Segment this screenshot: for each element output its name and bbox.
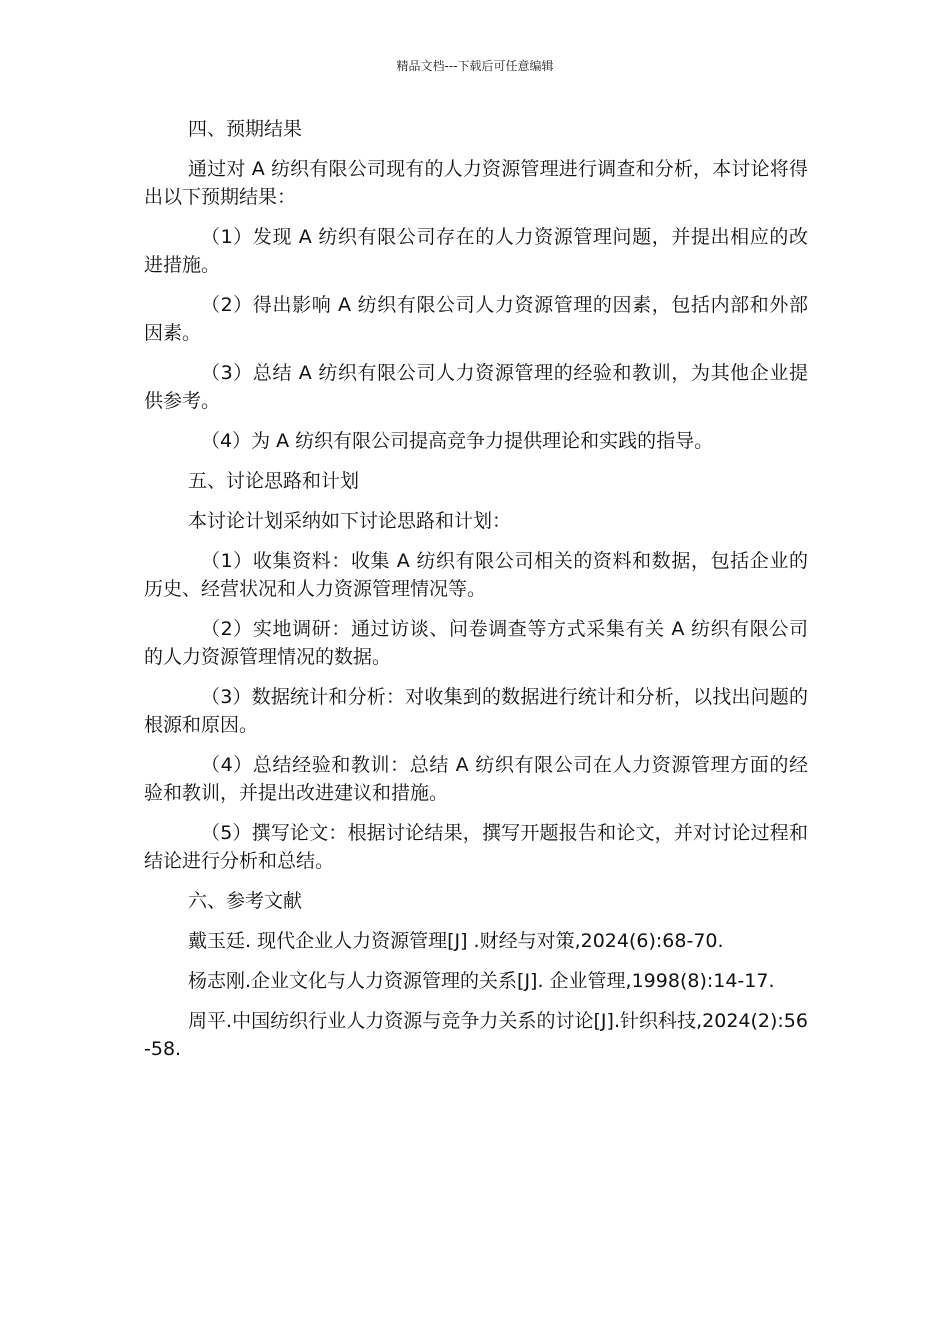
page-header: 精品文档---下载后可任意编辑	[396, 59, 554, 73]
reference-entry: 杨志刚.企业文化与人力资源管理的关系[J]. 企业管理,1998(8):14-17.	[188, 970, 775, 992]
section-heading-research-plan: 五、讨论思路和计划	[188, 470, 360, 492]
expected-results-intro: 通过对 A 纺织有限公司现有的人力资源管理进行调查和分析，本讨论将得出以下预期结果：	[144, 158, 808, 208]
expected-result-item: （1）发现 A 纺织有限公司存在的人力资源管理问题，并提出相应的改进措施。	[144, 226, 808, 276]
expected-result-item: （4）为 A 纺织有限公司提高竞争力提供理论和实践的指导。	[201, 430, 714, 452]
research-plan-intro: 本讨论计划采纳如下讨论思路和计划：	[188, 510, 512, 532]
section-heading-expected-results: 四、预期结果	[188, 118, 303, 140]
expected-result-item: （2）得出影响 A 纺织有限公司人力资源管理的因素，包括内部和外部因素。	[144, 294, 808, 344]
research-plan-item: （3）数据统计和分析：对收集到的数据进行统计和分析，以找出问题的根源和原因。	[144, 686, 808, 736]
expected-result-item: （3）总结 A 纺织有限公司人力资源管理的经验和教训，为其他企业提供参考。	[144, 362, 808, 412]
section-heading-references: 六、参考文献	[188, 890, 303, 912]
reference-entry: 戴玉廷. 现代企业人力资源管理[J] .财经与对策,2024(6):68-70.	[188, 930, 724, 952]
research-plan-item: （2）实地调研：通过访谈、问卷调查等方式采集有关 A 纺织有限公司的人力资源管理情况的数据。	[144, 618, 808, 668]
reference-entry: 周平.中国纺织行业人力资源与竞争力关系的讨论[J].针织科技,2024(2):56-58.	[144, 1010, 808, 1060]
research-plan-item: （5）撰写论文：根据讨论结果，撰写开题报告和论文，并对讨论过程和结论进行分析和总结。	[144, 822, 808, 872]
research-plan-item: （1）收集资料：收集 A 纺织有限公司相关的资料和数据，包括企业的历史、经营状况和人力资源管理情况等。	[144, 550, 808, 600]
research-plan-item: （4）总结经验和教训：总结 A 纺织有限公司在人力资源管理方面的经验和教训，并提出改进建议和措施。	[144, 754, 808, 804]
document-body	[144, 115, 808, 1075]
